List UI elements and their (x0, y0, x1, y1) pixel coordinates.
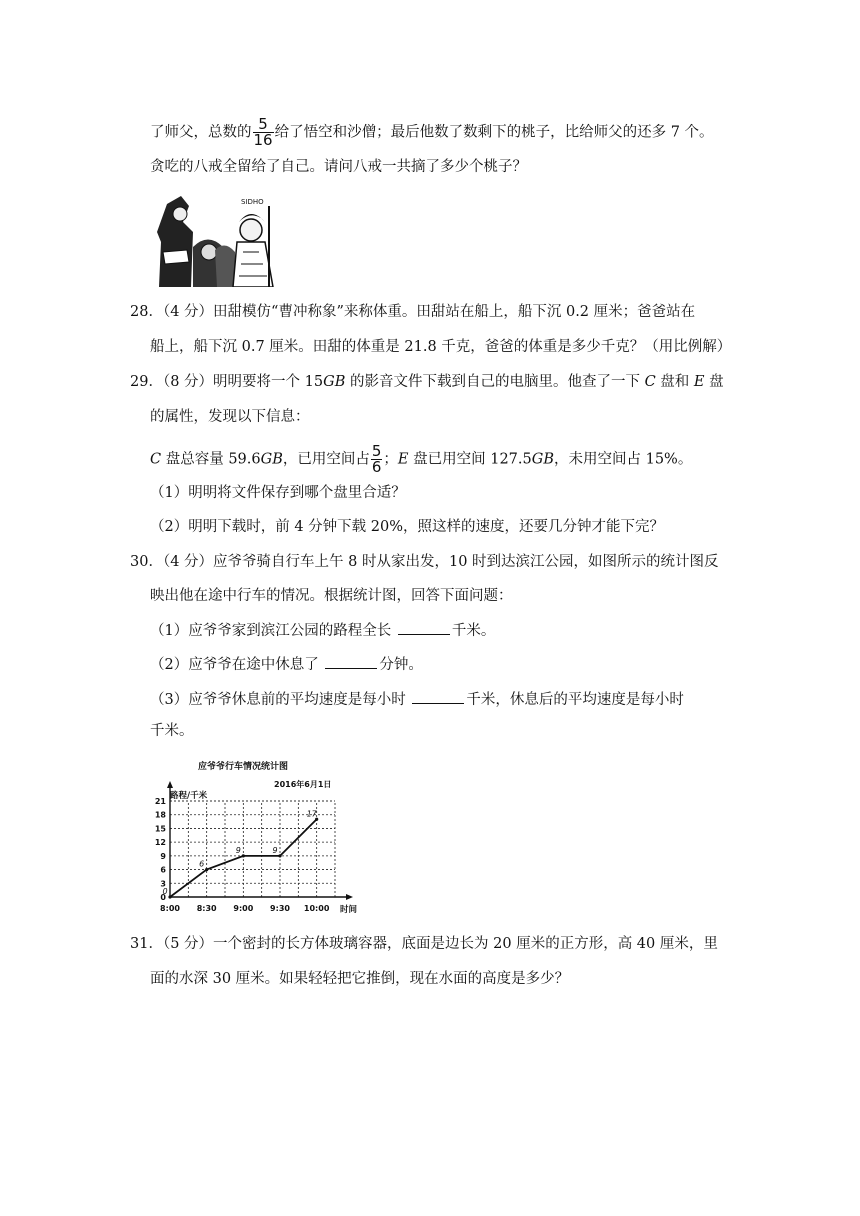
y-tick-label: 0 (160, 893, 166, 902)
x-axis-arrow (346, 894, 353, 900)
x-tick-label: 10:00 (303, 904, 330, 913)
answer-blank-2[interactable] (325, 654, 377, 669)
q31-line-1: 31．（5 分）一个密封的长方体玻璃容器，底面是边长为 20 厘米的正方形，高 40 厘米，里 (130, 936, 718, 952)
q28-line-2: 船上，船下沉 0.7 厘米。田甜的体重是 21.8 千克，爸爸的体重是多少千克？（用比例解） (150, 339, 732, 355)
y-tick-label: 6 (160, 865, 166, 875)
data-label: 17 (306, 809, 317, 819)
data-point (205, 868, 208, 871)
fraction-5-6: $\frac{5}{6}$ (371, 442, 382, 476)
q30-sub-3: （3）应爷爷休息前的平均速度是每小时 千米，休息后的平均速度是每小时 (150, 689, 684, 710)
data-label: 9 (272, 845, 278, 855)
y-tick-label: 9 (160, 851, 166, 861)
data-label: 0 (162, 887, 168, 896)
y-axis-arrow (167, 781, 173, 788)
answer-blank-3[interactable] (412, 689, 464, 704)
data-label: 6 (199, 859, 205, 869)
x-axis-label: 时间 (340, 905, 358, 915)
q27-line-1: 了师父，总数的 $\frac{5}{16}$ 给了悟空和沙僧；最后他数了数剩下的桃子，比给师父的还多 7 个。 (150, 115, 714, 149)
q30-sub-1: （1）应爷爷家到滨江公园的路程全长 千米。 (150, 620, 495, 641)
q27-line-2: 贪吃的八戒全留给了自己。请问八戒一共摘了多少个桃子？ (150, 159, 527, 175)
data-point (168, 895, 171, 898)
x-tick-label: 9:30 (270, 904, 290, 913)
answer-blank-1[interactable] (398, 620, 450, 635)
q31-line-2: 面的水深 30 厘米。如果轻轻把它推倒，现在水面的高度是多少？ (150, 971, 570, 987)
q29-sub-1: （1）明明将文件保存到哪个盘里合适？ (150, 485, 406, 501)
q30-sub-2: （2）应爷爷在途中休息了 分钟。 (150, 654, 423, 675)
y-axis-label: 路程/千米 (170, 791, 208, 801)
q30-line-1: 30．（4 分）应爷爷骑自行车上午 8 时从家出发，10 时到达滨江公园，如图所示的统计图反 (130, 554, 719, 570)
x-tick-label: 8:00 (160, 904, 180, 913)
data-point (242, 854, 245, 857)
y-tick-label: 15 (154, 824, 166, 834)
y-tick-label: 3 (160, 879, 166, 889)
y-tick-label: 21 (154, 797, 166, 806)
data-label: 9 (235, 845, 241, 855)
y-tick-label: 18 (154, 810, 166, 820)
q28-line-1: 28．（4 分）田甜模仿“曹冲称象”来称体重。田甜站在船上，船下沉 0.2 厘米；爸爸站在 (130, 304, 696, 320)
x-tick-label: 9:00 (233, 904, 254, 913)
q29-line-3: C 盘总容量 59.6GB，已用空间占 $\frac{5}{6}$ ；E 盘已用空间 127.5GB，未用空间占 15%。 (150, 442, 693, 476)
q30-line-2: 映出他在途中行车的情况。根据统计图，回答下面问题： (150, 588, 513, 604)
series-line (170, 819, 317, 897)
chart-subtitle: 2016年6月1日 (274, 780, 332, 789)
q29-sub-2: （2）明明下载时，前 4 分钟下载 20%，照这样的速度，还要几分钟才能下完？ (150, 519, 665, 535)
y-tick-label: 12 (154, 838, 166, 848)
q30-sub-3-cont: 千米。 (150, 723, 194, 739)
x-tick-label: 8:30 (196, 904, 217, 913)
q29-line-2: 的属性，发现以下信息： (150, 409, 310, 425)
travel-chart-svg (148, 757, 368, 917)
journey-west-illustration (153, 192, 279, 287)
illustration-caption: SIDHO (241, 198, 264, 206)
travel-chart (148, 757, 368, 917)
chart-title: 应爷爷行车情况统计图 (198, 762, 289, 772)
data-point (278, 854, 281, 857)
fraction-5-16: $\frac{5}{16}$ (253, 115, 273, 149)
q29-line-1: 29．（8 分）明明要将一个 15GB 的影音文件下载到自己的电脑里。他查了一下 C 盘和 E 盘 (130, 374, 724, 390)
